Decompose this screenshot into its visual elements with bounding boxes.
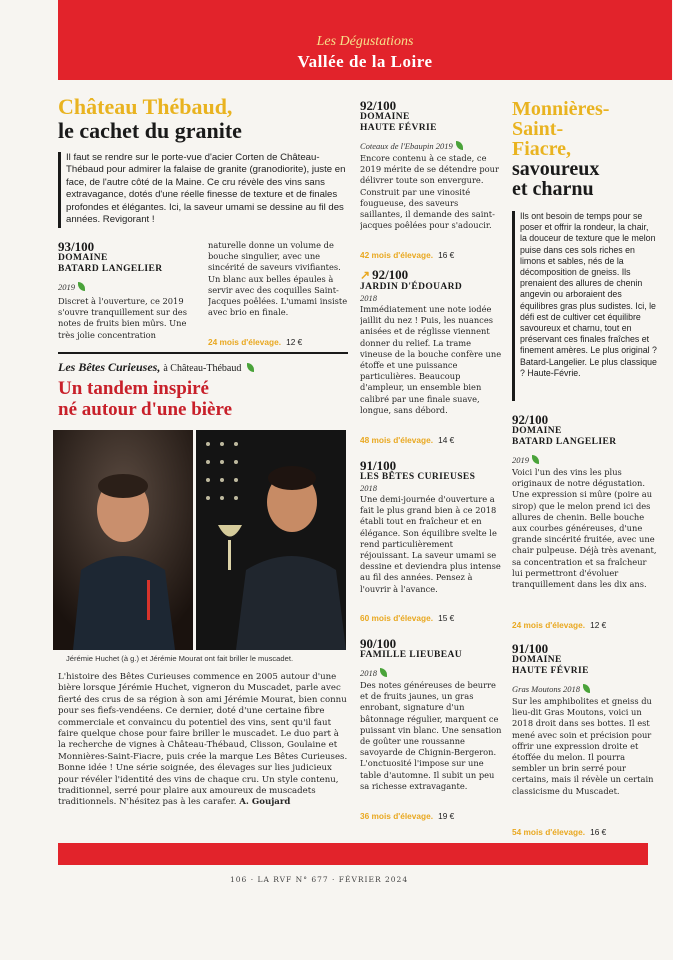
wine-elevage: 36 mois d'élevage. bbox=[360, 811, 433, 821]
wine-entry-famille-lieubeau-2018 bbox=[360, 637, 502, 823]
section-divider bbox=[58, 352, 348, 354]
header-banner bbox=[58, 0, 672, 80]
article2-place: à Château-Thébaud bbox=[163, 363, 242, 374]
wine-domain-line2: HAUTE FÉVRIE bbox=[360, 123, 437, 133]
organic-leaf-icon bbox=[78, 282, 85, 291]
right-title-line5: et charnu bbox=[512, 178, 594, 200]
wine-entry-batard-2019-b bbox=[512, 413, 657, 632]
wine-domain-line1: LES BÊTES CURIEUSES bbox=[360, 472, 476, 482]
footer-bar bbox=[58, 843, 648, 865]
wine-cuvee: 2018 bbox=[360, 483, 377, 493]
wine-entry-haute-fevrie-2018 bbox=[512, 642, 657, 839]
wine-score: 93/100 bbox=[58, 239, 95, 254]
article2-body bbox=[58, 672, 348, 832]
wine-domain-line1: DOMAINE bbox=[512, 426, 562, 436]
wine-text-left: Discret à l'ouverture, ce 2019 s'ouvre tranquillement sur des notes de fruits bien mûrs. Une très jolie concentration bbox=[58, 296, 187, 340]
wine-price: 14 € bbox=[438, 435, 455, 445]
article-title-line2: le cachet du granite bbox=[58, 118, 242, 143]
wine-score: 92/100 bbox=[512, 412, 549, 427]
wine-domain-line2: HAUTE FÉVRIE bbox=[512, 666, 589, 676]
wine-domain-line1: FAMILLE LIEUBEAU bbox=[360, 650, 463, 660]
right-title-line1: Monnières- bbox=[512, 98, 610, 120]
organic-leaf-icon bbox=[247, 363, 254, 372]
wine-cuvee: 2018 bbox=[360, 293, 377, 303]
wine-price: 12 € bbox=[590, 620, 607, 630]
wine-elevage: 42 mois d'élevage. bbox=[360, 250, 433, 260]
wine-domain-line1: DOMAINE bbox=[360, 112, 410, 122]
article2-author: A. Goujard bbox=[239, 797, 291, 808]
wine-score: 91/100 bbox=[360, 458, 397, 473]
organic-leaf-icon bbox=[380, 668, 387, 677]
wine-entry-batard-2019-a-cont bbox=[208, 240, 348, 349]
wine-text: Voici l'un des vins les plus originaux de notre dégustation. Une expression si mûre (poire au sirop) que le melon prend ici des allures de chenin. Belle bouche aux courbes généreuses, d'une grande sincérité fruitée, avec une chair pulpeuse. Déjà très avenant, sa concentration et sa fraîcheur lui permettront d'évoluer tranquillement dans les dix ans. bbox=[512, 467, 657, 590]
organic-leaf-icon bbox=[532, 455, 539, 464]
photo-jeremie-mourat bbox=[196, 430, 346, 650]
right-title-line2: Saint- bbox=[512, 118, 564, 140]
wine-text: Des notes généreuses de beurre et de fruits jaunes, un gras enrobant, signature d'un bâtonnage régulier, marquent ce puissant vin blanc. Une sensation de goûter une roussanne savoyarde de Chignin-Bergeron. L'onctuosité l'impose sur une table d'automne. Il subit un peu sa richesse extravagante. bbox=[360, 680, 502, 791]
wine-domain-line1: DOMAINE bbox=[512, 655, 562, 665]
article2-title-line2: né autour d'une bière bbox=[58, 399, 233, 420]
wine-text: Encore contenu à ce stade, ce 2019 mérite de se détendre pour délivrer toute son envergure. Construit par une vinosité fougueuse, des saveurs saillantes, il demande des saint-jacques poêlées pour s'adoucir. bbox=[360, 153, 499, 231]
right-lead: Ils ont besoin de temps pour se poser et offrir la rondeur, la chair, la douceur de texture que le melon puise dans ces sols riches en limons et sables, nés de la décomposition de gneiss. Ils prenaient des allures de chenin angevin ou arboraient des équilibres gras plus sudistes. Ici, le défi est de cultiver cet équilibre savoureux et charnu, tout en préservant ces finales fraîches et finement amères. Le plus original ? Batard-Langelier. Le plus classique ? Haute-Févrie. bbox=[512, 211, 657, 401]
right-title-line4: savoureux bbox=[512, 158, 600, 180]
organic-leaf-icon bbox=[583, 684, 590, 693]
section-title: Vallée de la Loire bbox=[297, 52, 433, 71]
article2-kicker: Les Bêtes Curieuses, bbox=[58, 360, 161, 374]
page-folio: 106 · LA RVF N° 677 · FÉVRIER 2024 bbox=[230, 875, 409, 884]
article-lead: Il faut se rendre sur le porte-vue d'acier Corten de Château-Thébaud pour admirer la falaise de granite (granodiorite), juste en face, de l'autre côté de la Maine. Ce cru révèle des vins sans extravagance, dotés d'une réelle finesse de texture et de finales profondes et élégantes. Ici, la saveur umami se dessine au fil des années. Revigorant ! bbox=[58, 152, 348, 228]
photo-caption: Jérémie Huchet (à g.) et Jérémie Mourat ont fait briller le muscadet. bbox=[66, 654, 294, 663]
wine-score: 90/100 bbox=[360, 636, 397, 651]
wine-cuvee: 2018 bbox=[360, 668, 377, 678]
middle-column bbox=[360, 99, 502, 823]
wine-text: Une demi-journée d'ouverture a fait le plus grand bien à ce 2018 établi tout en fraîcheur et en élégance. Son équilibre svelte le rend particulièrement réjouissant. La saveur umami se dessine et deviendra plus intense au fil des années. Pensez à l'ouvrir à l'avance. bbox=[360, 494, 501, 594]
wine-cuvee: Coteaux de l'Ebaupin 2019 bbox=[360, 141, 453, 151]
wine-elevage: 54 mois d'élevage. bbox=[512, 827, 585, 837]
wine-entry-jardin-edouard-2018 bbox=[360, 268, 502, 447]
wine-score-row bbox=[360, 268, 502, 282]
wine-price: 19 € bbox=[438, 811, 455, 821]
wine-price: 12 € bbox=[286, 337, 303, 347]
wine-cuvee: 2019 bbox=[512, 455, 529, 465]
article-betes-curieuses bbox=[58, 360, 348, 419]
photo-mourat-illustration bbox=[196, 430, 346, 650]
wine-cuvee: Gras Moutons 2018 bbox=[512, 684, 581, 694]
article-monnieres-saint-fiacre bbox=[512, 99, 657, 839]
article2-title-line1: Un tandem inspiré bbox=[58, 378, 209, 399]
wine-text: Immédiatement une note iodée jaillit du nez ! Puis, les nuances anisées et de réglisse viennent donner du relief. La trame vineuse de la bouche confère une étoffe et une puissance particulières. Beaucoup d'ampleur, un ensemble bien calibré par une finale suave, longue, sans débord. bbox=[360, 304, 502, 415]
photo-jeremie-huchet bbox=[53, 430, 193, 650]
wine-vintage: 2019 bbox=[58, 282, 75, 292]
wine-domain-line1: JARDIN D'ÉDOUARD bbox=[360, 282, 463, 292]
wine-domain-line1: DOMAINE bbox=[58, 253, 108, 263]
article-chateau-thebaud bbox=[58, 96, 348, 228]
wine-elevage: 60 mois d'élevage. bbox=[360, 613, 433, 623]
organic-leaf-icon bbox=[456, 141, 463, 150]
wine-price: 15 € bbox=[438, 613, 455, 623]
wine-elevage: 48 mois d'élevage. bbox=[360, 435, 433, 445]
wine-price: 16 € bbox=[438, 250, 455, 260]
wine-domain-line2: BATARD LANGELIER bbox=[512, 437, 617, 447]
wine-elevage: 24 mois d'élevage. bbox=[512, 620, 585, 630]
wine-text-right: naturelle donne un volume de bouche singulier, avec une sincérité de saveurs vivifiantes. Un blanc aux belles épaules à servir avec des coquilles Saint-Jacques poêlées. L'umami insiste avec brio en finale. bbox=[208, 240, 348, 318]
wine-score: 92/100 bbox=[360, 98, 397, 113]
wine-elevage: 24 mois d'élevage. bbox=[208, 337, 281, 347]
wine-entry-batard-2019-a bbox=[58, 240, 200, 342]
wine-price: 16 € bbox=[590, 827, 607, 837]
wine-entry-haute-fevrie-2019 bbox=[360, 99, 502, 262]
wine-score: 91/100 bbox=[512, 641, 549, 656]
wine-domain-line2: BATARD LANGELIER bbox=[58, 264, 163, 274]
right-title-line3: Fiacre, bbox=[512, 138, 572, 160]
wine-text: Sur les amphibolites et gneiss du lieu-dit Gras Moutons, voici un 2018 droit dans ses bottes. Il est mené avec soin et précision pour offrir une expression droite et étoffée du melon. Il pourra sembler un brin serré pour certains, mais il révèle un certain classicisme du Muscadet. bbox=[512, 696, 654, 796]
photo-huchet-illustration bbox=[53, 430, 193, 650]
article2-text: L'histoire des Bêtes Curieuses commence en 2005 autour d'une bière lorsque Jérémie Huchet, vigneron du Muscadet, parle avec fierté des crus de sa région à son ami Jérémie Mourat, bien connu pour ses fiefs-vendéens. Ce dernier, doté d'une certaine fibre commerciale et convaincu du potentiel des vins, sent qu'il faut faire quelque chose pour faire briller le muscadet. Le duo part à la recherche de vignes à Château-Thébaud, Clisson, Goulaine et Monnières-Saint-Fiacre, puis crée la marque Les Bêtes Curieuses. Bonne idée ! Une série soignée, des élevages sur lies judicieux pour révéler l'identité des vins de chaque cru. Un style contenu, traditionnel, serré pour plaire aux amoureux de muscadets traditionnels. N'hésitez pas à les carafer. bbox=[58, 672, 348, 808]
arrow-up-right-icon: ↗ bbox=[360, 268, 371, 282]
section-kicker: Les Dégustations bbox=[316, 34, 414, 49]
wine-entry-betes-curieuses-2018 bbox=[360, 459, 502, 625]
article-title-line1: Château Thébaud, bbox=[58, 94, 233, 119]
wine-score: 92/100 bbox=[372, 267, 409, 282]
